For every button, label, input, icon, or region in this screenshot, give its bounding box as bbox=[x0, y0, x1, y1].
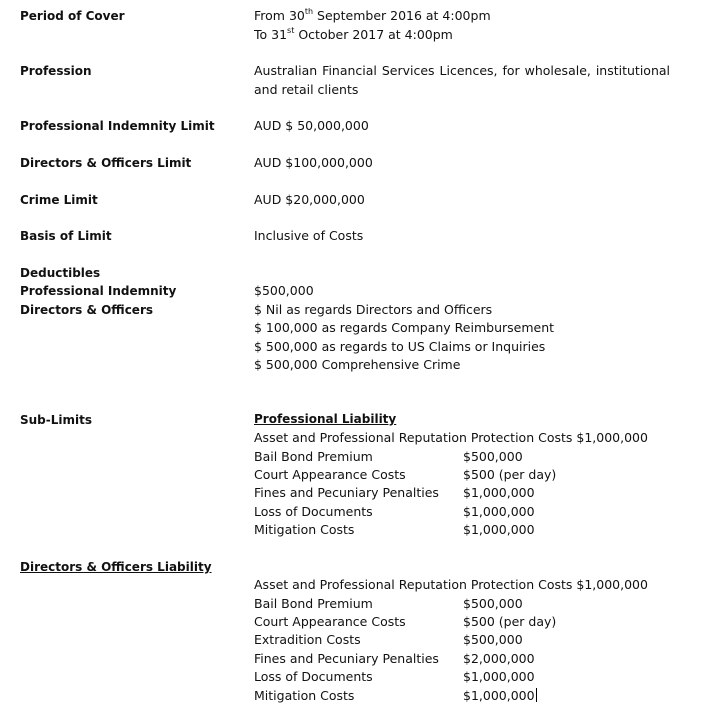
do-asset-reputation-line: Asset and Professional Reputation Protection Costs $1,000,000 bbox=[254, 577, 648, 592]
basis-of-limit-value: Inclusive of Costs bbox=[254, 228, 364, 243]
deductible-line: $ Nil as regards Directors and Officers bbox=[254, 302, 493, 317]
period-from-rest: September 2016 at 4:00pm bbox=[313, 8, 491, 23]
do-sublimit-amount: $500,000 bbox=[463, 596, 523, 611]
do-sublimit-amount: $500 (per day) bbox=[463, 614, 557, 629]
deductible-line: $ 100,000 as regards Company Reimbursement bbox=[254, 320, 555, 335]
profession-line-2: and retail clients bbox=[254, 82, 359, 97]
period-to-text: To 31 bbox=[254, 27, 288, 42]
do-liability-heading: Directors & Officers Liability bbox=[20, 560, 212, 574]
pl-sublimit-name: Bail Bond Premium bbox=[254, 449, 373, 464]
period-to-suffix: st bbox=[287, 25, 295, 35]
period-from bbox=[254, 8, 491, 23]
do-limit-label: Directors & Officers Limit bbox=[20, 156, 192, 170]
crime-limit-label: Crime Limit bbox=[20, 193, 98, 207]
deductible-line: $ 500,000 Comprehensive Crime bbox=[254, 357, 461, 372]
do-sublimit-name: Mitigation Costs bbox=[254, 688, 355, 703]
pl-sublimit-name: Court Appearance Costs bbox=[254, 467, 406, 482]
do-sublimit-name: Loss of Documents bbox=[254, 669, 373, 684]
pl-sublimit-name: Mitigation Costs bbox=[254, 522, 355, 537]
do-sublimit-amount: $1,000,000 bbox=[463, 688, 535, 703]
do-sublimit-name: Fines and Pecuniary Penalties bbox=[254, 651, 439, 666]
deductibles-pi-label: Professional Indemnity bbox=[20, 284, 177, 298]
pl-sublimit-name: Loss of Documents bbox=[254, 504, 373, 519]
deductible-line: $ 500,000 as regards to US Claims or Inquiries bbox=[254, 339, 546, 354]
do-sublimit-name: Bail Bond Premium bbox=[254, 596, 373, 611]
text-cursor bbox=[536, 688, 537, 702]
profession-line-1: Australian Financial Services Licences, for wholesale, institutional bbox=[254, 63, 670, 78]
basis-of-limit-label: Basis of Limit bbox=[20, 229, 112, 243]
pl-sublimit-amount: $1,000,000 bbox=[463, 504, 535, 519]
period-to bbox=[254, 27, 453, 42]
period-to-rest: October 2017 at 4:00pm bbox=[294, 27, 453, 42]
period-of-cover-label: Period of Cover bbox=[20, 9, 125, 23]
period-from-suffix: th bbox=[304, 6, 314, 16]
period-from-text: From 30 bbox=[254, 8, 305, 23]
pi-limit-label: Professional Indemnity Limit bbox=[20, 119, 215, 133]
deductibles-do-label: Directors & Officers bbox=[20, 303, 154, 317]
pl-sublimit-amount: $1,000,000 bbox=[463, 485, 535, 500]
do-sublimit-amount: $500,000 bbox=[463, 632, 523, 647]
professional-liability-heading: Professional Liability bbox=[254, 412, 397, 426]
pl-sublimit-amount: $500,000 bbox=[463, 449, 523, 464]
do-sublimit-amount: $2,000,000 bbox=[463, 651, 535, 666]
do-sublimit-amount: $1,000,000 bbox=[463, 669, 535, 684]
profession-label: Profession bbox=[20, 64, 92, 78]
pl-sublimit-amount: $1,000,000 bbox=[463, 522, 535, 537]
pi-limit-value: AUD $ 50,000,000 bbox=[254, 118, 369, 133]
do-sublimit-name: Extradition Costs bbox=[254, 632, 361, 647]
deductibles-label: Deductibles bbox=[20, 266, 101, 280]
do-sublimit-name: Court Appearance Costs bbox=[254, 614, 406, 629]
do-limit-value: AUD $100,000,000 bbox=[254, 155, 373, 170]
pl-asset-reputation-line: Asset and Professional Reputation Protection Costs $1,000,000 bbox=[254, 430, 648, 445]
sub-limits-label: Sub-Limits bbox=[20, 413, 93, 427]
deductible-line: $500,000 bbox=[254, 283, 314, 298]
do-sublimit-amount-last[interactable] bbox=[463, 688, 537, 703]
crime-limit-value: AUD $20,000,000 bbox=[254, 192, 365, 207]
pl-sublimit-name: Fines and Pecuniary Penalties bbox=[254, 485, 439, 500]
pl-sublimit-amount: $500 (per day) bbox=[463, 467, 557, 482]
